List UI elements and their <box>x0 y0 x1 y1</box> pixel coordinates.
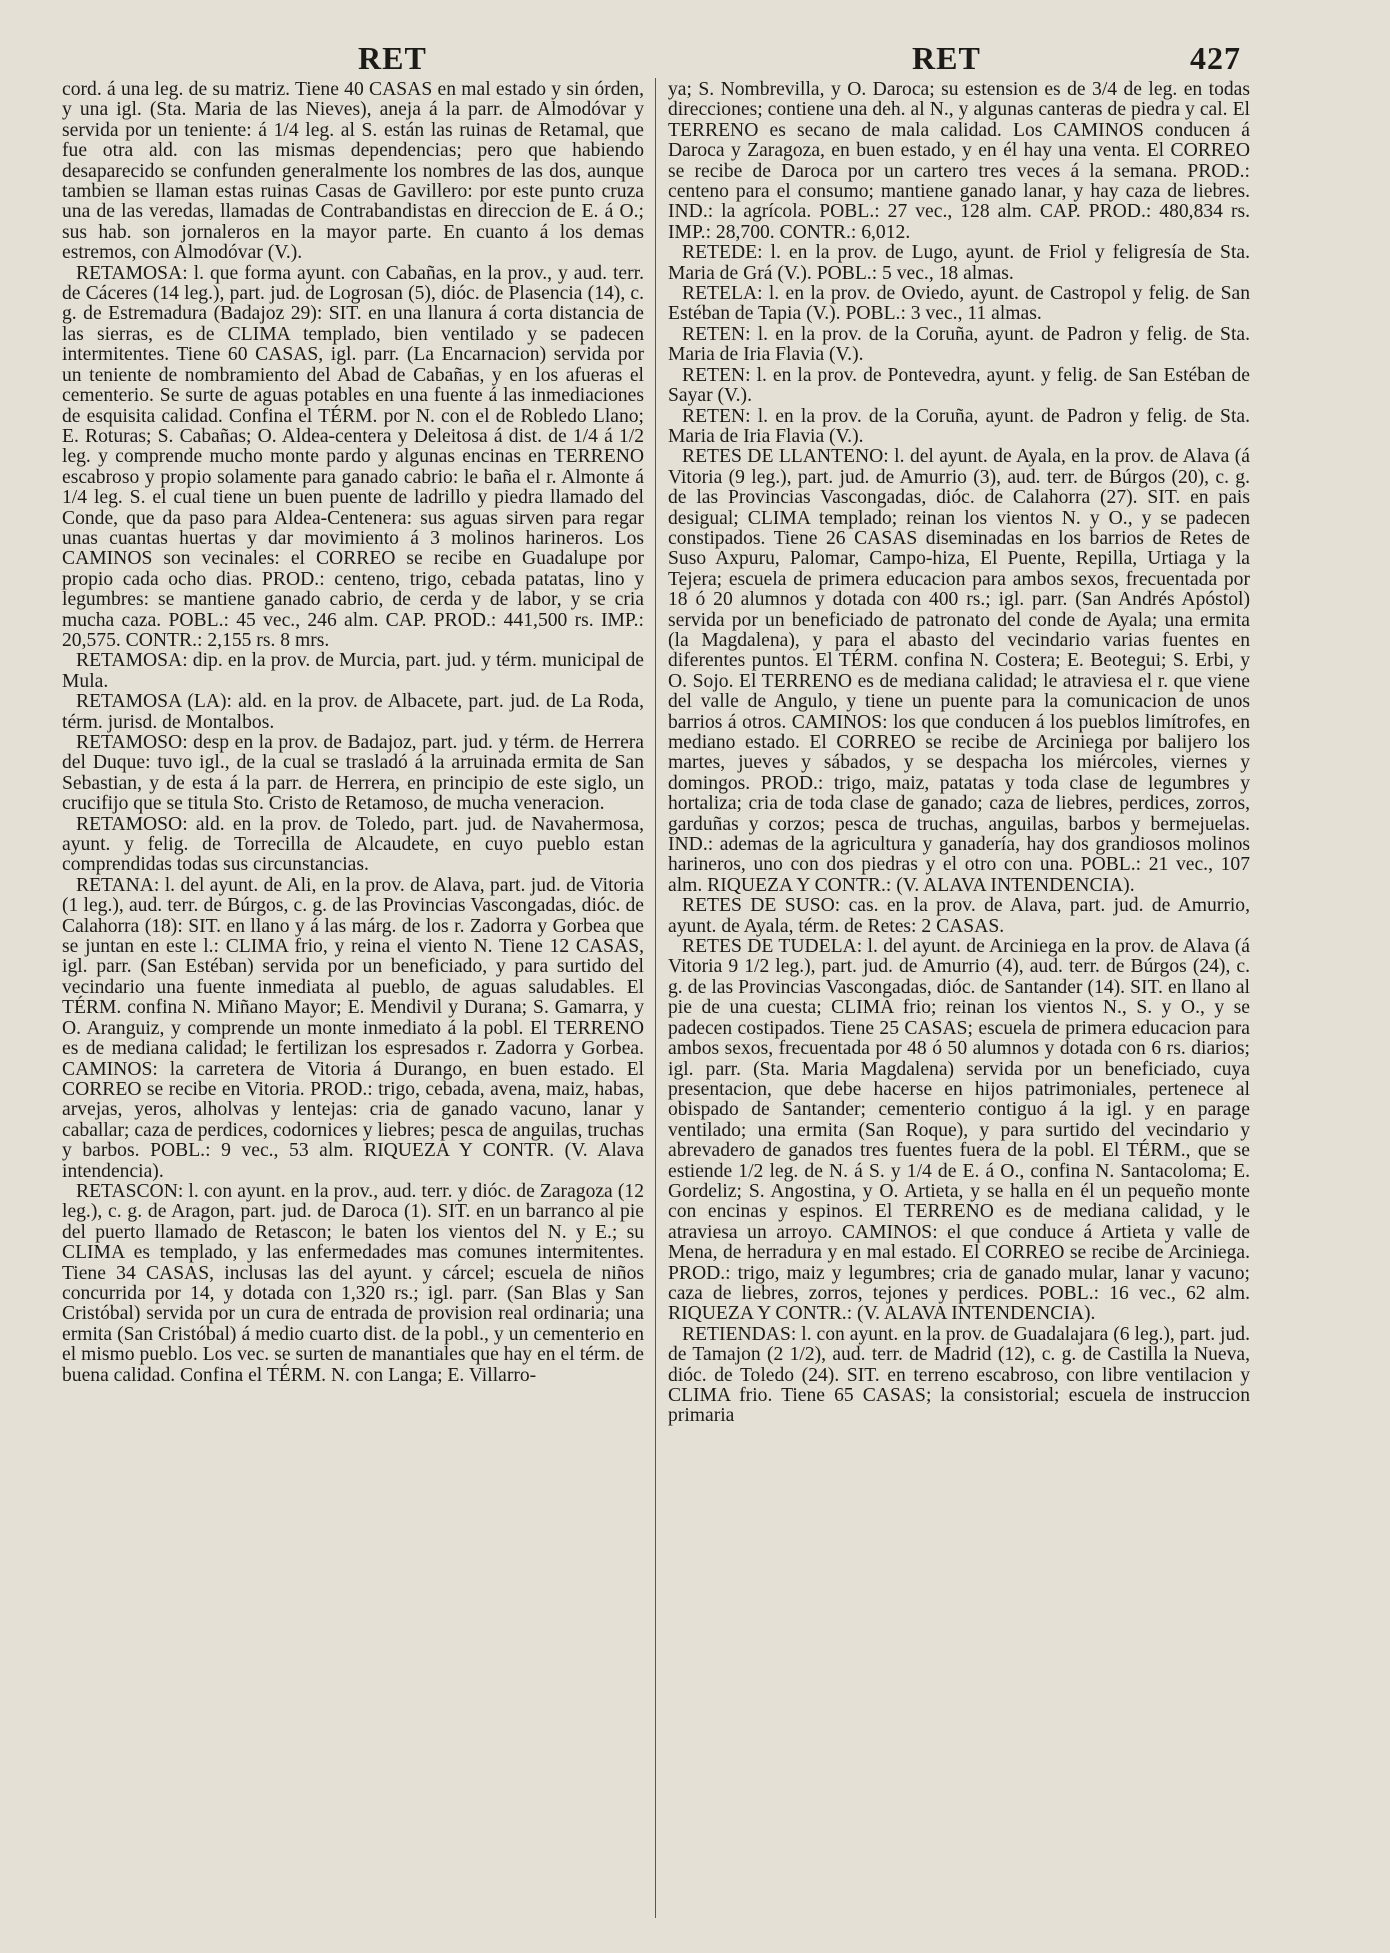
dictionary-entry: RETES DE SUSO: cas. en la prov. de Alava, part. jud. de Amurrio, ayunt. de Ayala, térm. de Retes: 2 CASAS. <box>668 895 1250 937</box>
dictionary-entry: RETES DE TUDELA: l. del ayunt. de Arciniega en la prov. de Alava (á Vitoria 9 1/2 leg.), part. jud. de Amurrio (4), aud. terr. de Búrgos (24), c. g. de las Provincias Vascongadas, dióc. de Santander (14). SIT. en llano al pie de una cuesta; CLIMA frio; reinan los vientos N., S. y O., y se padecen costipados. Tiene 25 CASAS; escuela de primera educacion para ambos sexos, frecuentada por 48 ó 50 alumnos y dotada con 6 rs. diarios; igl. parr. (Sta. Maria Magdalena) servida por un beneficiado, cuya presentacion, que debe hacerse en hijos patrimoniales, pertenece al obispado de Santander; cementerio contiguo á la igl. y en parage ventilado; una ermita (San Roque), y para surtido del vecindario y abrevadero de ganados tres fuentes fuera de la pobl. El TÉRM., que se estiende 1/2 leg. de N. á S. y 1/4 de E. á O., confina N. Santacoloma; E. Gordeliz; S. Angostina, y O. Artieta, y se halla en él un pequeño monte con encinas y espinos. El TERRENO es de mediana calidad, y le atraviesa un arroyo. CAMINOS: el que conduce á Artieta y valle de Mena, de herradura y en mal estado. El CORREO se recibe de Arciniega. PROD.: trigo, maiz y legumbres; cria de ganado mular, lanar y vacuno; caza de liebres, zorros, tejones y perdices. POBL.: 16 vec., 62 alm. RIQUEZA Y CONTR.: (V. ALAVA INTENDENCIA). <box>668 936 1250 1325</box>
dictionary-entry: RETAMOSA: dip. en la prov. de Murcia, part. jud. y térm. municipal de Mula. <box>62 650 644 692</box>
left-guide-word: RET <box>358 40 427 76</box>
dictionary-entry: RETES DE LLANTENO: l. del ayunt. de Ayala, en la prov. de Alava (á Vitoria (9 leg.), part. jud. de Amurrio (3), aud. terr. de Búrgos (20), c. g. de las Provincias Vascongadas, dióc. de Calahorra (27). SIT. en pais desigual; CLIMA templado; reinan los vientos N. y O., y se padecen constipados. Tiene 26 CASAS diseminadas en los barrios de Retes de Suso Axpuru, Palomar, Campo-hiza, El Puente, Repilla, Urtiaga y la Tejera; escuela de primera educacion para ambos sexos, frecuentada por 18 ó 20 alumnos y dotada con 400 rs.; igl. parr. (San Andrés Apóstol) servida por un beneficiado de patronato del conde de Ayala; una ermita (la Magdalena), y para el abasto del vecindario varias fuentes en diferentes puntos. El TÉRM. confina N. Costera; E. Beotegui; S. Erbi, y O. Sojo. El TERRENO es de mediana calidad; le atraviesa el r. que viene del valle de Angulo, y tiene un puente para la comunicacion de unos barrios á otros. CAMINOS: los que conducen á los pueblos limítrofes, en mediano estado. El CORREO se recibe de Arciniega por balijero los martes, jueves y sábados, y se despacha los miércoles, viernes y domingos. PROD.: trigo, maiz, patatas y toda clase de legumbres y hortaliza; cria de toda clase de ganado; caza de liebres, perdices, zorros, garduñas y corzos; pesca de truchas, anguilas, barbos y bermejuelas. IND.: ademas de la agricultura y ganadería, hay dos grandiosos molinos harineros, uno con dos piedras y el otro con una. POBL.: 21 vec., 107 alm. RIQUEZA Y CONTR.: (V. ALAVA INTENDENCIA). <box>668 446 1250 896</box>
dictionary-entry: RETANA: l. del ayunt. de Ali, en la prov. de Alava, part. jud. de Vitoria (1 leg.), aud. terr. de Búrgos, c. g. de las Provincias Vascongadas, dióc. de Calahorra (18): SIT. en llano y á las márg. de los r. Zadorra y Gorbea que se juntan en este l.: CLIMA frio, y reina el viento N. Tiene 12 CASAS, igl. parr. (San Estéban) servida por un beneficiado, y para surtido del vecindario una fuente inmediata al pueblo, de aguas saludables. El TÉRM. confina N. Miñano Mayor; E. Mendivil y Durana; S. Gamarra, y O. Aranguiz, y comprende un monte inmediato á la pobl. El TERRENO es de mediana calidad; le fertilizan los espresados r. Zadorra y Gorbea. CAMINOS: la carretera de Vitoria á Durango, en buen estado. El CORREO se recibe en Vitoria. PROD.: trigo, cebada, avena, maiz, habas, arvejas, yeros, alholvas y lentejas: cria de ganado vacuno, lanar y caballar; caza de perdices, codornices y liebres; pesca de anguilas, truchas y barbos. POBL.: 9 vec., 53 alm. RIQUEZA Y CONTR. (V. Alava intendencia). <box>62 874 644 1182</box>
dictionary-entry: RETAMOSO: ald. en la prov. de Toledo, part. jud. de Navahermosa, ayunt. y felig. de Torrecilla de Alcaudete, en cuyo pueblo estan comprendidas todas sus circunstancias. <box>62 813 644 876</box>
dictionary-entry: RETEDE: l. en la prov. de Lugo, ayunt. de Friol y feligresía de Sta. Maria de Grá (V.). POBL.: 5 vec., 18 almas. <box>668 242 1250 284</box>
continued-text: ya; S. Nombrevilla, y O. Daroca; su estension es de 3/4 de leg. en todas direcciones; contiene una deh. al N., y algunas canteras de piedra y cal. El TERRENO es secano de mala calidad. Los CAMINOS conducen á Daroca y Zaragoza, en buen estado, y en él hay una venta. El CORREO se recibe de Daroca por un cartero tres veces á la semana. PROD.: centeno para el consumo; mantiene ganado lanar, y hay caza de liebres. IND.: la agrícola. POBL.: 27 vec., 128 alm. CAP. PROD.: 480,834 rs. IMP.: 28,700. CONTR.: 6,012. <box>668 79 1250 243</box>
page-number: 427 <box>1190 40 1241 76</box>
dictionary-entry: RETASCON: l. con ayunt. en la prov., aud. terr. y dióc. de Zaragoza (12 leg.), c. g. de Aragon, part. jud. de Daroca (1). SIT. en un barranco al pie del puerto llamado de Retascon; le baten los vientos del N. y E.; su CLIMA es templado, y las enfermedades mas comunes intermitentes. Tiene 34 CASAS, inclusas las del ayunt. y cárcel; escuela de niños concurrida por 14, y dotada con 1,320 rs.; igl. parr. (San Blas y San Cristóbal) servida por un cura de entrada de provision real ordinaria; una ermita (San Cristóbal) á medio cuarto dist. de la pobl., y un cementerio en el mismo pueblo. Los vec. se surten de manantiales que hay en el térm. de buena calidad. Confina el TÉRM. N. con Langa; E. Villarro- <box>62 1180 644 1386</box>
dictionary-entry: RETEN: l. en la prov. de Pontevedra, ayunt. y felig. de San Estéban de Sayar (V.). <box>668 364 1250 407</box>
dictionary-entry: RETAMOSA: l. que forma ayunt. con Cabañas, en la prov., y aud. terr. de Cáceres (14 leg.), part. jud. de Logrosan (5), dióc. de Plasencia (14), c. g. de Estremadura (Badajoz 29): SIT. en una llanura á corta distancia de las sierras, es de CLIMA templado, bien ventilado y se padecen intermitentes. Tiene 60 CASAS, igl. parr. (La Encarnacion) servida por un teniente de nombramiento del Abad de Cabañas, y en los afueras el cementerio. Se surte de aguas potables en una fuente á las inmediaciones de esquisita calidad. Confina el TÉRM. por N. con el de Robledo Llano; E. Roturas; S. Cabañas; O. Aldea-centera y Deleitosa á dist. de 1/4 á 1/2 leg. y comprende mucho monte pardo y algunas encinas en TERRENO escabroso y propio solamente para ganado cabrio: le baña el r. Almonte á 1/4 leg. S. el cual tiene un buen puente de ladrillo y piedra llamado del Conde, que da paso para Aldea-Centenera: sus aguas sirven para regar unas cuantas huertas y dar movimiento á 3 molinos harineros. Los CAMINOS son vecinales: el CORREO se recibe en Guadalupe por propio cada ocho dias. PROD.: centeno, trigo, cebada patatas, lino y legumbres: se mantiene ganado cabrio, de cerda y de labor, y se cria mucha caza. POBL.: 45 vec., 246 alm. CAP. PROD.: 441,500 rs. IMP.: 20,575. CONTR.: 2,155 rs. 8 mrs. <box>62 262 644 651</box>
dictionary-entry: RETIENDAS: l. con ayunt. en la prov. de Guadalajara (6 leg.), part. jud. de Tamajon (2 1/2), aud. terr. de Madrid (12), c. g. de Castilla la Nueva, dióc. de Toledo (24). SIT. en terreno escabroso, con libre ventilacion y CLIMA frio. Tiene 65 CASAS; la consistorial; escuela de instruccion primaria <box>668 1323 1250 1427</box>
dictionary-entry: RETAMOSA (LA): ald. en la prov. de Albacete, part. jud. de La Roda, térm. jurisd. de Montalbos. <box>62 691 644 733</box>
dictionary-entry: RETEN: l. en la prov. de la Coruña, ayunt. de Padron y felig. de Sta. Maria de Iria Flavia (V.). <box>668 323 1250 366</box>
dictionary-entry: RETAMOSO: desp en la prov. de Badajoz, part. jud. y térm. de Herrera del Duque: tuvo igl., de la cual se trasladó á la arruinada ermita de San Sebastian, y de esta á la parr. de Herrera, en principio de este siglo, un crucifijo que se titula Sto. Cristo de Retamoso, de mucha veneracion. <box>62 732 644 815</box>
right-column <box>668 80 1250 1427</box>
dictionary-entry: RETELA: l. en la prov. de Oviedo, ayunt. de Castropol y felig. de San Estéban de Tapia (V.). POBL.: 3 vec., 11 almas. <box>668 283 1250 325</box>
column-divider <box>655 78 656 1918</box>
right-guide-word: RET <box>912 40 981 76</box>
left-column <box>62 80 644 1386</box>
continued-text: cord. á una leg. de su matriz. Tiene 40 CASAS en mal estado y sin órden, y una igl. (Sta. Maria de las Nieves), aneja á la parr. de Almodóvar y servida por un teniente: á 1/4 leg. al S. están las ruinas de Retamal, que fue otra ald. con las mismas dependencias; pero que habiendo desaparecido se confunden generalmente los nombres de las dos, aunque tambien se llaman estas ruinas Casas de Gavillero: por este punto cruza una de las veredas, llamadas de Contrabandistas en direccion de E. á O.; sus hab. son jornaleros en la mayor parte. En cuanto á los demas estremos, con Almodóvar (V.). <box>62 79 644 264</box>
dictionary-entry: RETEN: l. en la prov. de la Coruña, ayunt. de Padron y felig. de Sta. Maria de Iria Flavia (V.). <box>668 405 1250 447</box>
